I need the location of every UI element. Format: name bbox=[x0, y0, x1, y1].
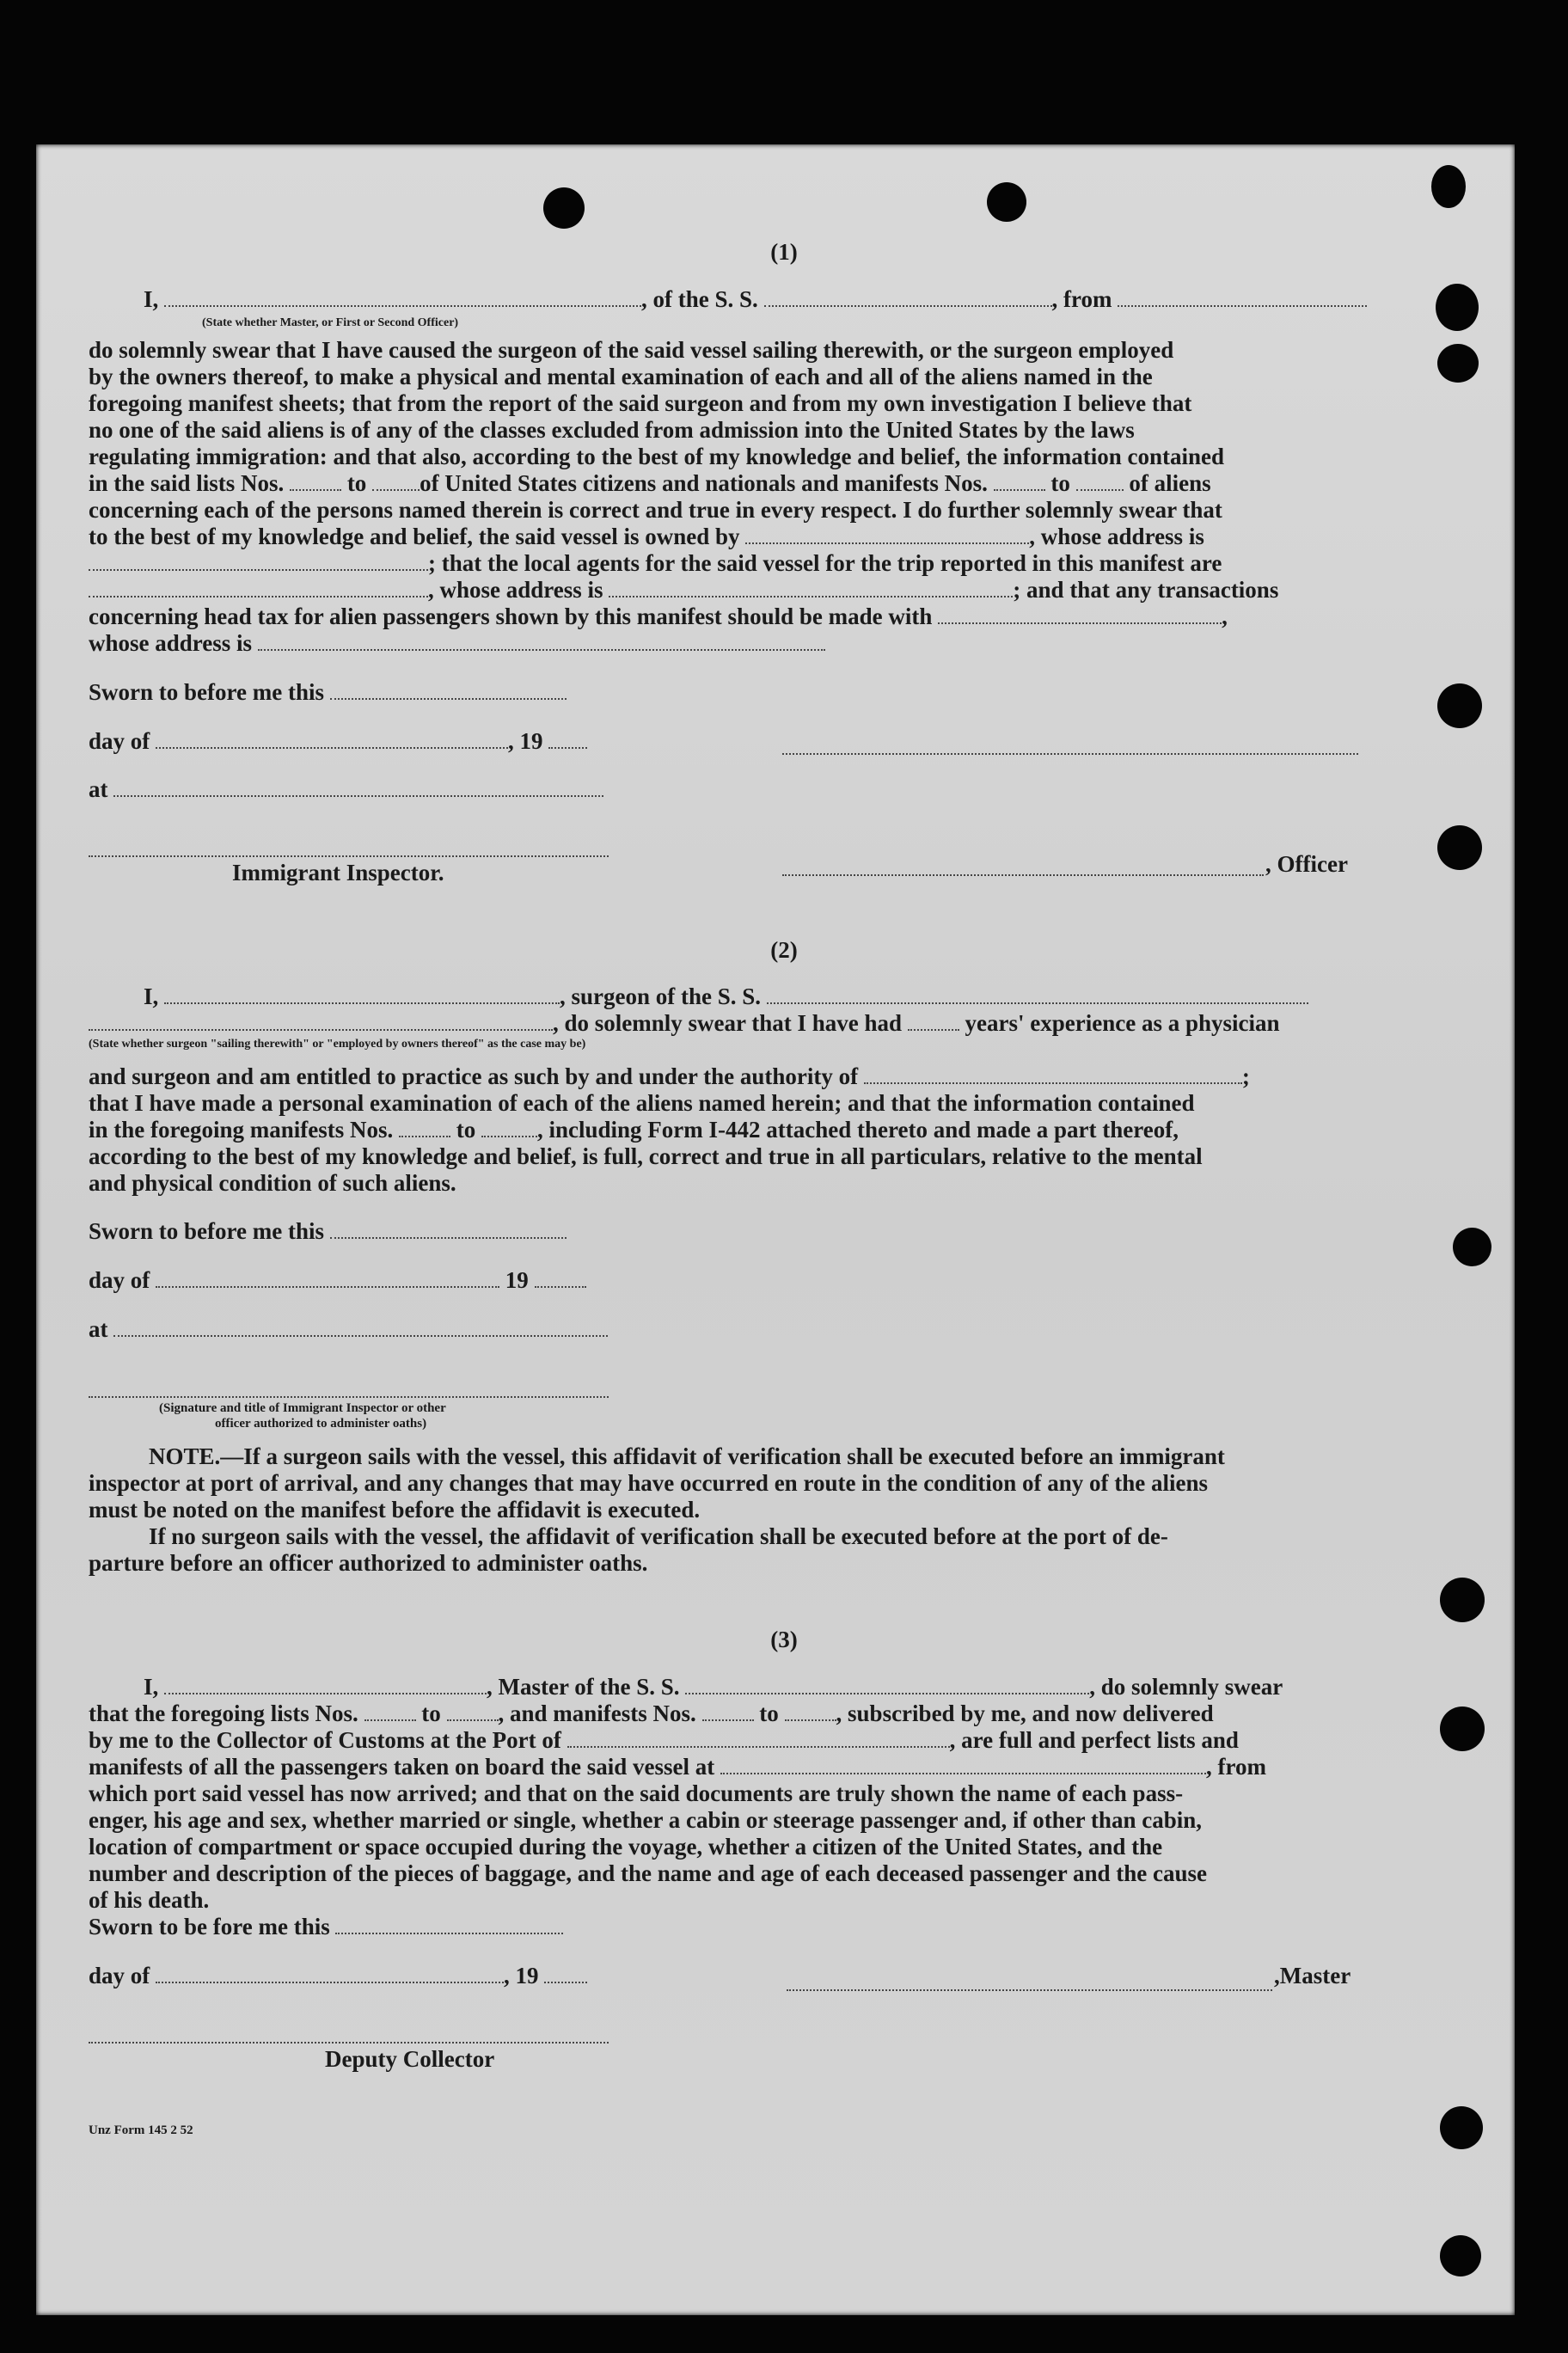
head-tax-contact-field[interactable] bbox=[938, 604, 1222, 624]
paragraph-line: according to the best of my knowledge and belief, is full, correct and true in all particulars, relative to the mental bbox=[89, 1143, 1203, 1169]
signature-note: (Signature and title of Immigrant Inspector or other bbox=[159, 1401, 446, 1415]
sworn-line bbox=[89, 1914, 563, 1939]
year-field[interactable] bbox=[535, 1267, 586, 1288]
authority-field[interactable] bbox=[864, 1063, 1242, 1084]
surgeon-status-field[interactable] bbox=[89, 1010, 553, 1031]
form-text: concerning head tax for alien passengers shown by this manifest should be made with bbox=[89, 604, 933, 629]
form-text: by me to the Collector of Customs at the Port of bbox=[89, 1727, 561, 1753]
sworn-line bbox=[89, 1218, 567, 1244]
sworn-date-field[interactable] bbox=[330, 1218, 567, 1239]
punch-hole bbox=[1440, 1707, 1485, 1751]
sworn-date-field[interactable] bbox=[330, 679, 567, 700]
paragraph-line: that I have made a personal examination of each of the aliens named herein; and that the information contained bbox=[89, 1090, 1195, 1116]
at-line bbox=[89, 776, 603, 802]
note-line: If no surgeon sails with the vessel, the affidavit of verification shall be executed before at the port of de- bbox=[149, 1523, 1168, 1549]
form-text: years' experience as a physician bbox=[965, 1010, 1280, 1036]
sworn-line bbox=[89, 679, 567, 705]
from-port-field[interactable] bbox=[1118, 286, 1367, 307]
punch-hole bbox=[1431, 165, 1466, 208]
form-text: Sworn to before me this bbox=[89, 679, 324, 705]
owner-address-field[interactable] bbox=[89, 550, 428, 571]
form-text: at bbox=[89, 1316, 108, 1342]
section-number: (1) bbox=[770, 239, 798, 265]
year-field[interactable] bbox=[548, 728, 587, 749]
s3-manifest-from-field[interactable] bbox=[702, 1700, 754, 1721]
form-text: day of bbox=[89, 1267, 150, 1293]
form-text: , of the S. S. bbox=[641, 286, 758, 312]
punch-hole bbox=[1436, 284, 1479, 331]
master-name-field[interactable] bbox=[164, 286, 641, 307]
form-text: and surgeon and am entitled to practice as such by and under the authority of bbox=[89, 1063, 859, 1089]
paragraph-line: and physical condition of such aliens. bbox=[89, 1170, 456, 1196]
section-number: (3) bbox=[770, 1627, 798, 1652]
form-text: ; and that any transactions bbox=[1013, 577, 1279, 603]
form-text: I, bbox=[144, 286, 159, 312]
form-text: , surgeon of the S. S. bbox=[560, 983, 762, 1009]
form-text: I, bbox=[144, 983, 159, 1009]
paragraph-line bbox=[89, 1063, 1250, 1089]
form-text: of United States citizens and nationals and manifests Nos. bbox=[420, 470, 988, 496]
years-experience-field[interactable] bbox=[908, 1010, 959, 1031]
paragraph-line: number and description of the pieces of baggage, and the name and age of each deceased passenger and the cause bbox=[89, 1860, 1208, 1886]
inspector-signature-line[interactable] bbox=[89, 854, 609, 857]
note-line: NOTE.—If a surgeon sails with the vessel, this affidavit of verification shall be executed before an immigrant bbox=[149, 1443, 1225, 1469]
punch-hole bbox=[1437, 344, 1479, 383]
officer-label: , Officer bbox=[1265, 851, 1348, 877]
section-number: (2) bbox=[770, 937, 798, 963]
form-text: Sworn to be fore me this bbox=[89, 1914, 330, 1939]
paragraph-line: by the owners thereof, to make a physical and mental examination of each and all of the aliens named in the bbox=[89, 364, 1153, 389]
form-text: , 19 bbox=[504, 1963, 539, 1988]
form-text: , whose address is bbox=[428, 577, 603, 603]
form-text: , 19 bbox=[508, 728, 543, 754]
form-text: , bbox=[1222, 604, 1228, 629]
form-text: , from bbox=[1051, 286, 1112, 312]
punch-hole bbox=[1437, 825, 1482, 870]
form-text: at bbox=[89, 776, 108, 802]
master-label: ,Master bbox=[1274, 1963, 1351, 1988]
paragraph-line bbox=[89, 1727, 1239, 1753]
punch-hole bbox=[1440, 2106, 1483, 2149]
day-line bbox=[89, 1963, 587, 1988]
paragraph-line: do solemnly swear that I have caused the surgeon of the said vessel sailing therewith, or the surgeon employed bbox=[89, 337, 1174, 363]
paragraph-line: no one of the said aliens is of any of the classes excluded from admission into the United States by the laws bbox=[89, 417, 1135, 443]
note-line: inspector at port of arrival, and any changes that may have occurred en route in the condition of any of the aliens bbox=[89, 1470, 1208, 1496]
form-text: ; bbox=[1241, 1063, 1250, 1089]
year-field[interactable] bbox=[544, 1963, 587, 1983]
form-text: 19 bbox=[505, 1267, 529, 1293]
paragraph-line bbox=[89, 604, 1228, 629]
punch-hole bbox=[543, 187, 585, 229]
surgeon-vessel-field[interactable] bbox=[767, 983, 1308, 1004]
master-name-field[interactable] bbox=[164, 1674, 487, 1694]
inspector-signature-line[interactable] bbox=[89, 1394, 609, 1398]
s2-manifest-to-field[interactable] bbox=[481, 1117, 537, 1137]
owner-field[interactable] bbox=[745, 524, 1029, 544]
form-text: day of bbox=[89, 728, 150, 754]
deputy-collector-label: Deputy Collector bbox=[325, 2046, 495, 2072]
agents-field[interactable] bbox=[89, 577, 428, 597]
deputy-signature-line[interactable] bbox=[89, 2040, 609, 2044]
paragraph-line bbox=[89, 550, 1222, 576]
paragraph-line: which port said vessel has now arrived; and that on the said documents are truly shown the name of each pass- bbox=[89, 1780, 1184, 1806]
paragraph-line: concerning each of the persons named therein is correct and true in every respect. I do further solemnly swear that bbox=[89, 497, 1222, 523]
form-text: ; that the local agents for the said vessel for the trip reported in this manifest are bbox=[428, 550, 1222, 576]
field-note: (State whether surgeon "sailing therewith" or "employed by owners thereof" as the case may be) bbox=[89, 1038, 586, 1051]
day-month-field[interactable] bbox=[156, 728, 508, 749]
form-number: Unz Form 145 2 52 bbox=[89, 2123, 193, 2137]
form-text: to bbox=[759, 1700, 779, 1726]
note-line: parture before an officer authorized to administer oaths. bbox=[89, 1550, 648, 1576]
day-line bbox=[89, 728, 587, 754]
s2-manifest-from-field[interactable] bbox=[399, 1117, 450, 1137]
paragraph-line: of his death. bbox=[89, 1887, 210, 1913]
form-line bbox=[144, 983, 1308, 1009]
form-text: in the said lists Nos. bbox=[89, 470, 285, 496]
paragraph-line: enger, his age and sex, whether married or single, whether a cabin or steerage passenger and, if other than cabin, bbox=[89, 1807, 1202, 1833]
form-text: manifests of all the passengers taken on board the said vessel at bbox=[89, 1754, 715, 1780]
form-text: , from bbox=[1206, 1754, 1266, 1780]
agents-address-field[interactable] bbox=[609, 577, 1013, 597]
paragraph-line: foregoing manifest sheets; that from the report of the said surgeon and from my own investigation I believe that bbox=[89, 390, 1192, 416]
form-line bbox=[89, 1010, 1280, 1036]
form-text: to bbox=[346, 470, 367, 496]
manifest-from-field[interactable] bbox=[994, 470, 1045, 491]
form-text: , subscribed by me, and now delivered bbox=[836, 1700, 1214, 1726]
form-text: to bbox=[1050, 470, 1070, 496]
paragraph-line bbox=[89, 630, 825, 656]
punch-hole bbox=[987, 182, 1026, 222]
field-note: (State whether Master, or First or Second Officer) bbox=[202, 316, 459, 329]
form-text: to bbox=[421, 1700, 441, 1726]
form-text: I, bbox=[144, 1674, 159, 1700]
signature-note: officer authorized to administer oaths) bbox=[215, 1417, 427, 1431]
port-field[interactable] bbox=[567, 1727, 950, 1748]
punch-hole bbox=[1440, 2235, 1481, 2276]
s3-list-from-field[interactable] bbox=[364, 1700, 416, 1721]
at-place-field[interactable] bbox=[113, 1316, 608, 1337]
form-text: , Master of the S. S. bbox=[487, 1674, 680, 1700]
master-signature-line[interactable] bbox=[787, 1988, 1272, 1991]
day-line bbox=[89, 1267, 586, 1293]
s3-list-to-field[interactable] bbox=[447, 1700, 499, 1721]
day-month-field[interactable] bbox=[156, 1267, 499, 1288]
punch-hole bbox=[1437, 683, 1482, 728]
paragraph-line bbox=[89, 1754, 1266, 1780]
punch-hole bbox=[1440, 1578, 1485, 1622]
form-text: , do solemnly swear that I have had bbox=[553, 1010, 903, 1036]
sworn-date-field[interactable] bbox=[335, 1914, 563, 1934]
form-text: to bbox=[456, 1117, 476, 1143]
paragraph-line bbox=[89, 1117, 1179, 1143]
list-from-field[interactable] bbox=[290, 470, 341, 491]
note-line: must be noted on the manifest before the affidavit is executed. bbox=[89, 1497, 701, 1523]
form-text: , including Form I-442 attached thereto and made a part thereof, bbox=[537, 1117, 1179, 1143]
form-text: in the foregoing manifests Nos. bbox=[89, 1117, 394, 1143]
at-place-field[interactable] bbox=[113, 776, 603, 797]
form-line bbox=[144, 1674, 1283, 1700]
form-text: Sworn to before me this bbox=[89, 1218, 324, 1244]
form-text: to the best of my knowledge and belief, the said vessel is owned by bbox=[89, 524, 740, 549]
form-text: that the foregoing lists Nos. bbox=[89, 1700, 358, 1726]
punch-hole bbox=[1453, 1228, 1491, 1266]
paragraph-line bbox=[89, 1700, 1214, 1726]
vessel-name-field[interactable] bbox=[764, 286, 1052, 307]
form-text: day of bbox=[89, 1963, 150, 1988]
paragraph-line: location of compartment or space occupied during the voyage, whether a citizen of the United States, and the bbox=[89, 1834, 1163, 1860]
form-text: , do solemnly swear bbox=[1089, 1674, 1283, 1700]
immigrant-inspector-label: Immigrant Inspector. bbox=[232, 860, 444, 885]
paragraph-line: regulating immigration: and that also, according to the best of my knowledge and belief, the information contained bbox=[89, 444, 1224, 469]
head-tax-address-field[interactable] bbox=[258, 630, 825, 651]
form-text: whose address is bbox=[89, 630, 253, 656]
form-text: , whose address is bbox=[1029, 524, 1204, 549]
paragraph-line bbox=[89, 577, 1278, 603]
list-to-field[interactable] bbox=[372, 470, 420, 491]
s3-manifest-to-field[interactable] bbox=[785, 1700, 836, 1721]
officer-signature-line[interactable] bbox=[782, 873, 1264, 876]
form-text: of aliens bbox=[1129, 470, 1211, 496]
manifest-to-field[interactable] bbox=[1076, 470, 1124, 491]
officer-signature-line-top[interactable] bbox=[782, 751, 1358, 755]
paragraph-line bbox=[89, 524, 1204, 549]
form-text: , and manifests Nos. bbox=[498, 1700, 696, 1726]
day-month-field[interactable] bbox=[156, 1963, 504, 1983]
form-text: , are full and perfect lists and bbox=[949, 1727, 1239, 1753]
form-line bbox=[144, 286, 1367, 312]
surgeon-name-field[interactable] bbox=[164, 983, 560, 1004]
at-line bbox=[89, 1316, 608, 1342]
boarding-port-field[interactable] bbox=[720, 1754, 1206, 1774]
paragraph-line bbox=[89, 470, 1211, 496]
vessel-name-field[interactable] bbox=[685, 1674, 1089, 1694]
